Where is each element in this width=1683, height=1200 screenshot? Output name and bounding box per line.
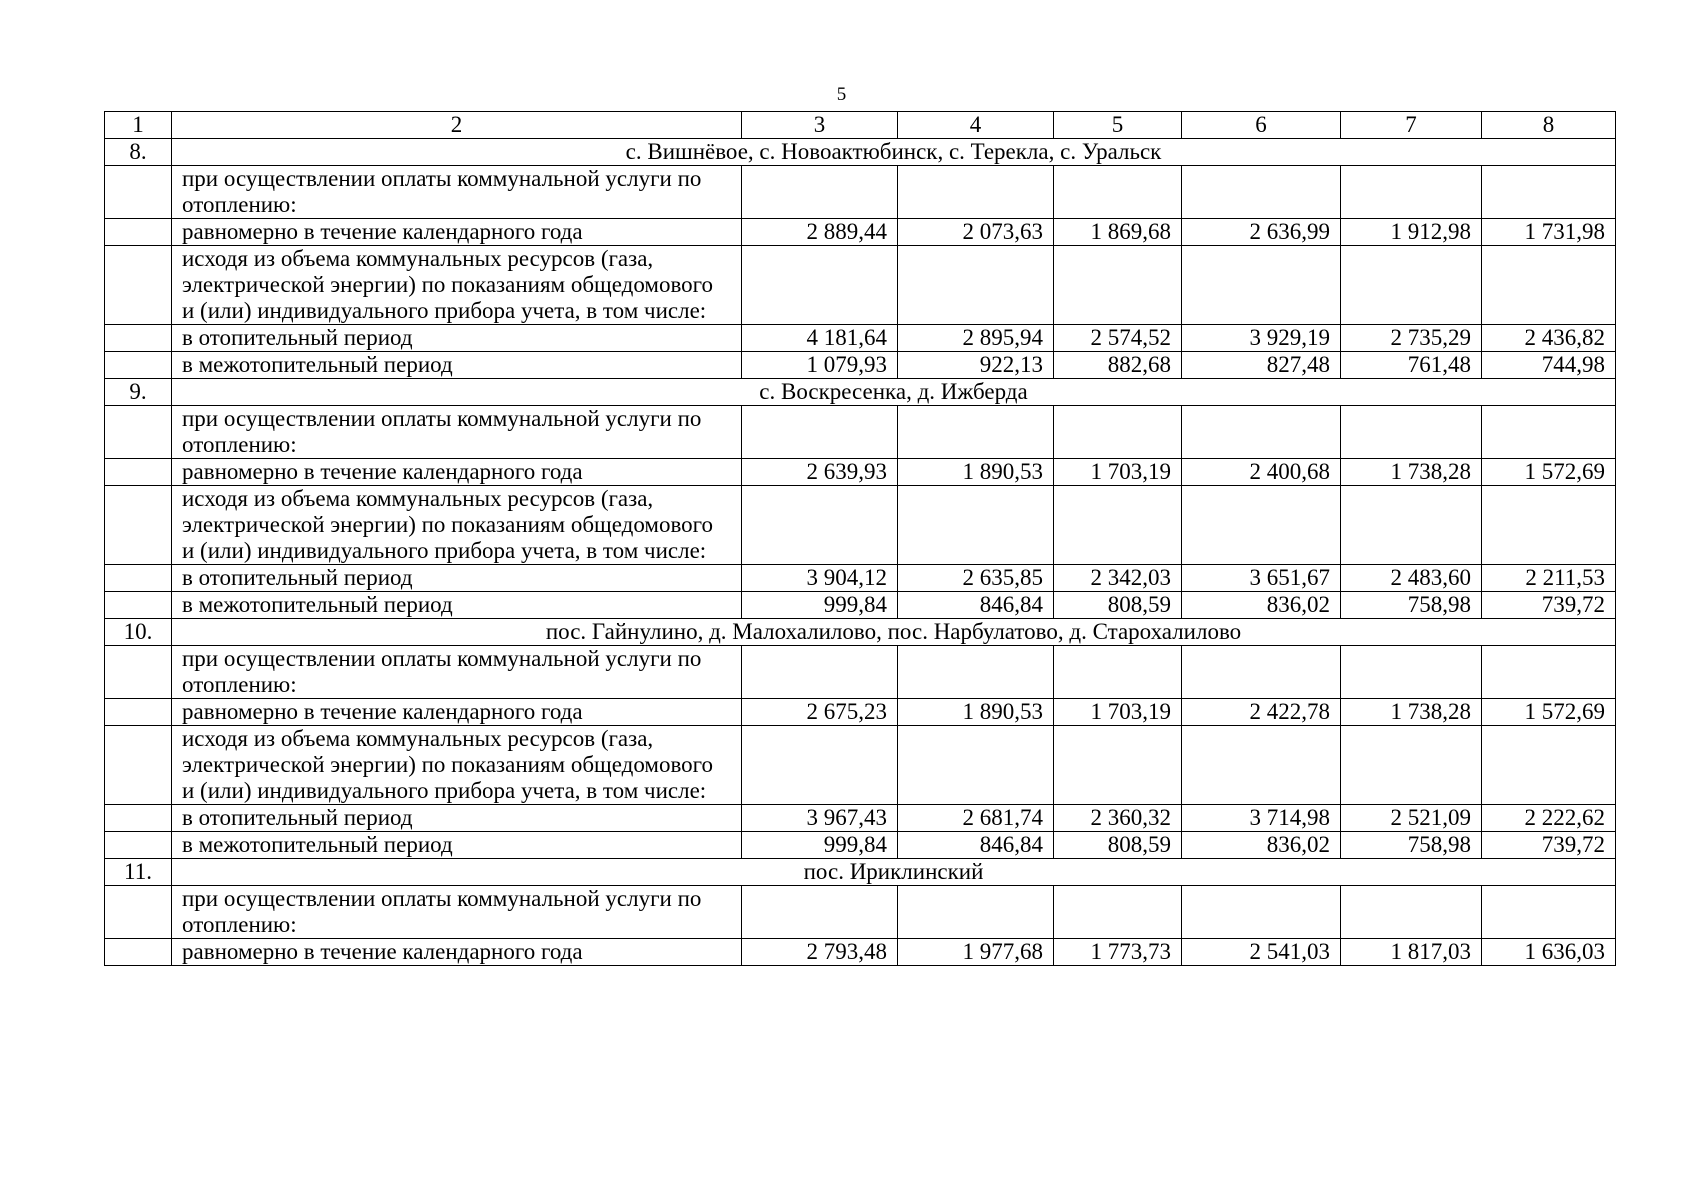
value-cell: 1 738,28 xyxy=(1341,699,1482,726)
value-cell xyxy=(1482,166,1616,219)
value-cell xyxy=(898,646,1054,699)
index-cell xyxy=(105,352,172,379)
value-cell xyxy=(1182,646,1341,699)
value-cell xyxy=(1054,246,1182,325)
index-cell xyxy=(105,726,172,805)
value-cell: 2 639,93 xyxy=(742,459,898,486)
row-label: при осуществлении оплаты коммунальной услуги по отоплению: xyxy=(172,406,742,459)
table-row xyxy=(105,219,1616,246)
value-cell xyxy=(1182,406,1341,459)
tariff-table xyxy=(104,111,1616,966)
value-cell: 2 483,60 xyxy=(1341,565,1482,592)
value-cell: 2 436,82 xyxy=(1482,325,1616,352)
value-cell: 1 703,19 xyxy=(1054,699,1182,726)
row-label: равномерно в течение календарного года xyxy=(172,219,742,246)
value-cell: 836,02 xyxy=(1182,592,1341,619)
value-cell xyxy=(898,726,1054,805)
row-label: в отопительный период xyxy=(172,325,742,352)
value-cell: 1 869,68 xyxy=(1054,219,1182,246)
index-cell xyxy=(105,939,172,966)
index-cell xyxy=(105,699,172,726)
value-cell: 2 636,99 xyxy=(1182,219,1341,246)
header-row xyxy=(105,112,1616,139)
row-label: при осуществлении оплаты коммунальной услуги по отоплению: xyxy=(172,886,742,939)
value-cell xyxy=(898,246,1054,325)
table-row xyxy=(105,352,1616,379)
section-location: пос. Ириклинский xyxy=(172,859,1616,886)
header-cell: 7 xyxy=(1341,112,1482,139)
value-cell: 761,48 xyxy=(1341,352,1482,379)
value-cell xyxy=(1482,406,1616,459)
section-location: с. Воскресенка, д. Ижберда xyxy=(172,379,1616,406)
value-cell xyxy=(898,486,1054,565)
table-row xyxy=(105,325,1616,352)
row-label: в отопительный период xyxy=(172,565,742,592)
value-cell: 1 731,98 xyxy=(1482,219,1616,246)
index-cell xyxy=(105,886,172,939)
table-row xyxy=(105,166,1616,219)
value-cell xyxy=(1182,246,1341,325)
table-row xyxy=(105,832,1616,859)
table-row xyxy=(105,699,1616,726)
value-cell: 2 211,53 xyxy=(1482,565,1616,592)
row-label: в отопительный период xyxy=(172,805,742,832)
value-cell: 2 400,68 xyxy=(1182,459,1341,486)
index-cell xyxy=(105,592,172,619)
value-cell: 1 890,53 xyxy=(898,459,1054,486)
table-row xyxy=(105,805,1616,832)
header-cell: 5 xyxy=(1054,112,1182,139)
table-row xyxy=(105,886,1616,939)
value-cell xyxy=(1054,726,1182,805)
value-cell xyxy=(1182,886,1341,939)
page-number: 5 xyxy=(836,84,847,105)
value-cell xyxy=(898,886,1054,939)
value-cell xyxy=(1054,486,1182,565)
index-cell xyxy=(105,646,172,699)
value-cell: 2 635,85 xyxy=(898,565,1054,592)
header-cell: 1 xyxy=(105,112,172,139)
value-cell xyxy=(742,646,898,699)
index-cell xyxy=(105,219,172,246)
table-row xyxy=(105,592,1616,619)
value-cell xyxy=(742,166,898,219)
value-cell: 1 572,69 xyxy=(1482,699,1616,726)
value-cell xyxy=(742,886,898,939)
row-label: равномерно в течение календарного года xyxy=(172,459,742,486)
value-cell xyxy=(1482,726,1616,805)
value-cell: 3 967,43 xyxy=(742,805,898,832)
value-cell xyxy=(742,726,898,805)
value-cell: 2 895,94 xyxy=(898,325,1054,352)
value-cell: 999,84 xyxy=(742,832,898,859)
section-row xyxy=(105,619,1616,646)
value-cell: 999,84 xyxy=(742,592,898,619)
table-body xyxy=(105,112,1616,966)
value-cell: 2 681,74 xyxy=(898,805,1054,832)
table-row xyxy=(105,246,1616,325)
value-cell xyxy=(1341,726,1482,805)
value-cell: 758,98 xyxy=(1341,592,1482,619)
value-cell: 2 073,63 xyxy=(898,219,1054,246)
value-cell: 3 929,19 xyxy=(1182,325,1341,352)
value-cell: 922,13 xyxy=(898,352,1054,379)
index-cell xyxy=(105,325,172,352)
value-cell: 1 572,69 xyxy=(1482,459,1616,486)
value-cell: 739,72 xyxy=(1482,592,1616,619)
index-cell xyxy=(105,565,172,592)
value-cell xyxy=(1341,486,1482,565)
value-cell: 846,84 xyxy=(898,592,1054,619)
section-index: 11. xyxy=(105,859,172,886)
index-cell xyxy=(105,486,172,565)
value-cell: 2 360,32 xyxy=(1054,805,1182,832)
value-cell: 1 703,19 xyxy=(1054,459,1182,486)
section-location: пос. Гайнулино, д. Малохалилово, пос. Нарбулатово, д. Старохалилово xyxy=(172,619,1616,646)
header-cell: 6 xyxy=(1182,112,1341,139)
value-cell xyxy=(742,246,898,325)
value-cell: 3 714,98 xyxy=(1182,805,1341,832)
value-cell xyxy=(1341,246,1482,325)
value-cell xyxy=(1182,486,1341,565)
value-cell xyxy=(1341,646,1482,699)
value-cell: 1 773,73 xyxy=(1054,939,1182,966)
value-cell: 2 574,52 xyxy=(1054,325,1182,352)
value-cell: 2 889,44 xyxy=(742,219,898,246)
section-row xyxy=(105,139,1616,166)
index-cell xyxy=(105,459,172,486)
table-row xyxy=(105,726,1616,805)
section-row xyxy=(105,379,1616,406)
value-cell xyxy=(898,406,1054,459)
table-row xyxy=(105,486,1616,565)
value-cell xyxy=(1482,246,1616,325)
value-cell: 2 735,29 xyxy=(1341,325,1482,352)
value-cell xyxy=(1341,166,1482,219)
header-cell: 2 xyxy=(172,112,742,139)
value-cell: 1 977,68 xyxy=(898,939,1054,966)
value-cell xyxy=(1182,726,1341,805)
value-cell: 1 817,03 xyxy=(1341,939,1482,966)
value-cell xyxy=(742,486,898,565)
value-cell: 1 738,28 xyxy=(1341,459,1482,486)
value-cell xyxy=(1341,406,1482,459)
value-cell: 2 793,48 xyxy=(742,939,898,966)
value-cell: 1 079,93 xyxy=(742,352,898,379)
value-cell: 836,02 xyxy=(1182,832,1341,859)
value-cell: 4 181,64 xyxy=(742,325,898,352)
row-label: при осуществлении оплаты коммунальной услуги по отоплению: xyxy=(172,646,742,699)
value-cell xyxy=(742,406,898,459)
index-cell xyxy=(105,166,172,219)
row-label: в межотопительный период xyxy=(172,352,742,379)
value-cell xyxy=(898,166,1054,219)
value-cell: 827,48 xyxy=(1182,352,1341,379)
value-cell: 2 541,03 xyxy=(1182,939,1341,966)
section-index: 9. xyxy=(105,379,172,406)
value-cell: 2 342,03 xyxy=(1054,565,1182,592)
value-cell xyxy=(1482,886,1616,939)
row-label: исходя из объема коммунальных ресурсов (газа, электрической энергии) по показаниям общедомового и (или) индивидуального прибора учета, в том числе: xyxy=(172,486,742,565)
value-cell: 739,72 xyxy=(1482,832,1616,859)
row-label: в межотопительный период xyxy=(172,832,742,859)
value-cell: 1 890,53 xyxy=(898,699,1054,726)
value-cell: 744,98 xyxy=(1482,352,1616,379)
table-row xyxy=(105,565,1616,592)
section-row xyxy=(105,859,1616,886)
table-row xyxy=(105,646,1616,699)
value-cell xyxy=(1054,166,1182,219)
table-row xyxy=(105,939,1616,966)
section-location: с. Вишнёвое, с. Новоактюбинск, с. Терекла, с. Уральск xyxy=(172,139,1616,166)
header-cell: 4 xyxy=(898,112,1054,139)
row-label: равномерно в течение календарного года xyxy=(172,939,742,966)
section-index: 8. xyxy=(105,139,172,166)
value-cell: 3 651,67 xyxy=(1182,565,1341,592)
value-cell: 1 636,03 xyxy=(1482,939,1616,966)
value-cell: 2 675,23 xyxy=(742,699,898,726)
value-cell xyxy=(1054,886,1182,939)
table-row xyxy=(105,406,1616,459)
row-label: в межотопительный период xyxy=(172,592,742,619)
value-cell xyxy=(1482,646,1616,699)
row-label: исходя из объема коммунальных ресурсов (газа, электрической энергии) по показаниям общедомового и (или) индивидуального прибора учета, в том числе: xyxy=(172,246,742,325)
index-cell xyxy=(105,805,172,832)
value-cell: 2 521,09 xyxy=(1341,805,1482,832)
value-cell xyxy=(1182,166,1341,219)
section-index: 10. xyxy=(105,619,172,646)
value-cell: 846,84 xyxy=(898,832,1054,859)
index-cell xyxy=(105,246,172,325)
header-cell: 8 xyxy=(1482,112,1616,139)
value-cell xyxy=(1341,886,1482,939)
value-cell xyxy=(1054,406,1182,459)
value-cell: 808,59 xyxy=(1054,832,1182,859)
row-label: при осуществлении оплаты коммунальной услуги по отоплению: xyxy=(172,166,742,219)
table-row xyxy=(105,459,1616,486)
index-cell xyxy=(105,832,172,859)
value-cell: 2 222,62 xyxy=(1482,805,1616,832)
value-cell: 1 912,98 xyxy=(1341,219,1482,246)
index-cell xyxy=(105,406,172,459)
value-cell: 882,68 xyxy=(1054,352,1182,379)
row-label: равномерно в течение календарного года xyxy=(172,699,742,726)
header-cell: 3 xyxy=(742,112,898,139)
value-cell: 808,59 xyxy=(1054,592,1182,619)
value-cell xyxy=(1482,486,1616,565)
value-cell: 3 904,12 xyxy=(742,565,898,592)
value-cell xyxy=(1054,646,1182,699)
value-cell: 758,98 xyxy=(1341,832,1482,859)
row-label: исходя из объема коммунальных ресурсов (газа, электрической энергии) по показаниям общедомового и (или) индивидуального прибора учета, в том числе: xyxy=(172,726,742,805)
value-cell: 2 422,78 xyxy=(1182,699,1341,726)
